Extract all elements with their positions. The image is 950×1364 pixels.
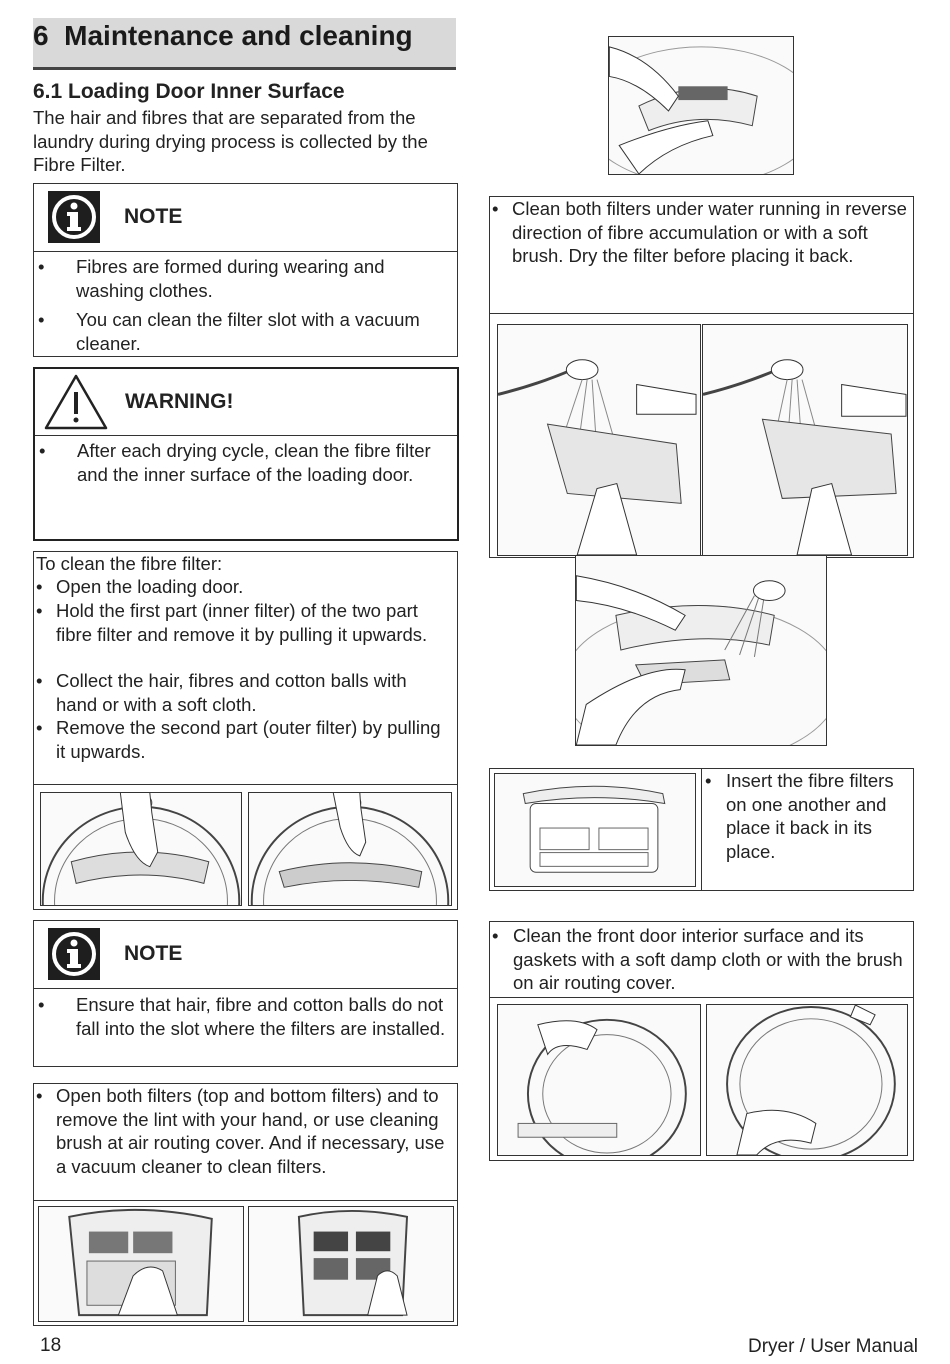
- clean-steps-box: [33, 551, 458, 910]
- chapter-header: [33, 18, 456, 70]
- note-box-2: [33, 920, 458, 1067]
- brush-shower-air-cover-illustration: [575, 555, 827, 746]
- info-icon: [48, 928, 100, 980]
- step-bullet: • Open the loading door.: [36, 576, 244, 597]
- chapter-title: 6 Maintenance and cleaning: [33, 20, 413, 51]
- note-bullet: • Fibres are formed during wearing and washing clothes.: [38, 256, 385, 301]
- shower-rinse-filter-illustration-1: [497, 324, 701, 556]
- stacked-filters-illustration: [494, 773, 696, 887]
- remove-inner-filter-illustration: [40, 792, 242, 906]
- manual-title: Dryer / User Manual: [748, 1336, 918, 1357]
- open-filter-brush-illustration: [248, 1206, 454, 1322]
- clean-door-gasket-illustration: [497, 1004, 701, 1156]
- warning-bullet: • After each drying cycle, clean the fibre filter and the inner surface of the loading door.: [39, 440, 431, 485]
- insert-box: [489, 768, 914, 891]
- remove-outer-filter-illustration: [248, 792, 452, 906]
- section-intro: The hair and fibres that are separated from the laundry during drying process is collected by the Fibre Filter.: [33, 107, 428, 175]
- step-bullet: • Remove the second part (outer filter) by pulling it upwards.: [36, 717, 441, 762]
- note-label: NOTE: [124, 205, 183, 228]
- warning-header: [35, 369, 457, 436]
- water-clean-bullet: • Clean both filters under water running in reverse direction of fibre accumulation or with a soft brush. Dry the filter before placing it back.: [492, 198, 907, 266]
- note-header: [34, 921, 457, 989]
- warning-label: WARNING!: [125, 390, 234, 413]
- clean-door-interior-illustration: [706, 1004, 908, 1156]
- warning-triangle-icon: [42, 372, 110, 432]
- door-clean-bullet: • Clean the front door interior surface and its gaskets with a soft damp cloth or with the brush on air routing cover.: [492, 925, 903, 993]
- note-header: [34, 184, 457, 252]
- door-clean-box: [489, 921, 914, 1161]
- page-number: 18: [40, 1335, 62, 1356]
- step-bullet: • Collect the hair, fibres and cotton balls with hand or with a soft cloth.: [36, 670, 407, 715]
- brush-air-routing-illustration: [608, 36, 794, 175]
- info-icon: [48, 191, 100, 243]
- clean-steps-heading: To clean the fibre filter:: [36, 553, 223, 574]
- warning-box: [33, 367, 459, 541]
- shower-rinse-filter-illustration-2: [702, 324, 908, 556]
- note-bullet: • You can clean the filter slot with a vacuum cleaner.: [38, 309, 420, 354]
- section-title: 6.1 Loading Door Inner Surface: [33, 80, 345, 103]
- open-filters-box: [33, 1083, 458, 1326]
- open-filters-bullet: • Open both filters (top and bottom filters) and to remove the lint with your hand, or use cleaning brush at air routing cover. And if necessary, use a vacuum cleaner to clean filters.: [36, 1085, 445, 1177]
- open-filter-hand-illustration: [38, 1206, 244, 1322]
- note-box-1: [33, 183, 458, 357]
- water-clean-box: [489, 196, 914, 558]
- step-bullet: • Hold the first part (inner filter) of the two part fibre filter and remove it by pulling it upwards.: [36, 600, 428, 645]
- insert-bullet: • Insert the fibre filters on one another and place it back in its place.: [705, 770, 894, 862]
- note-bullet: • Ensure that hair, fibre and cotton balls do not fall into the slot where the filters are installed.: [38, 994, 446, 1039]
- note-label: NOTE: [124, 942, 183, 965]
